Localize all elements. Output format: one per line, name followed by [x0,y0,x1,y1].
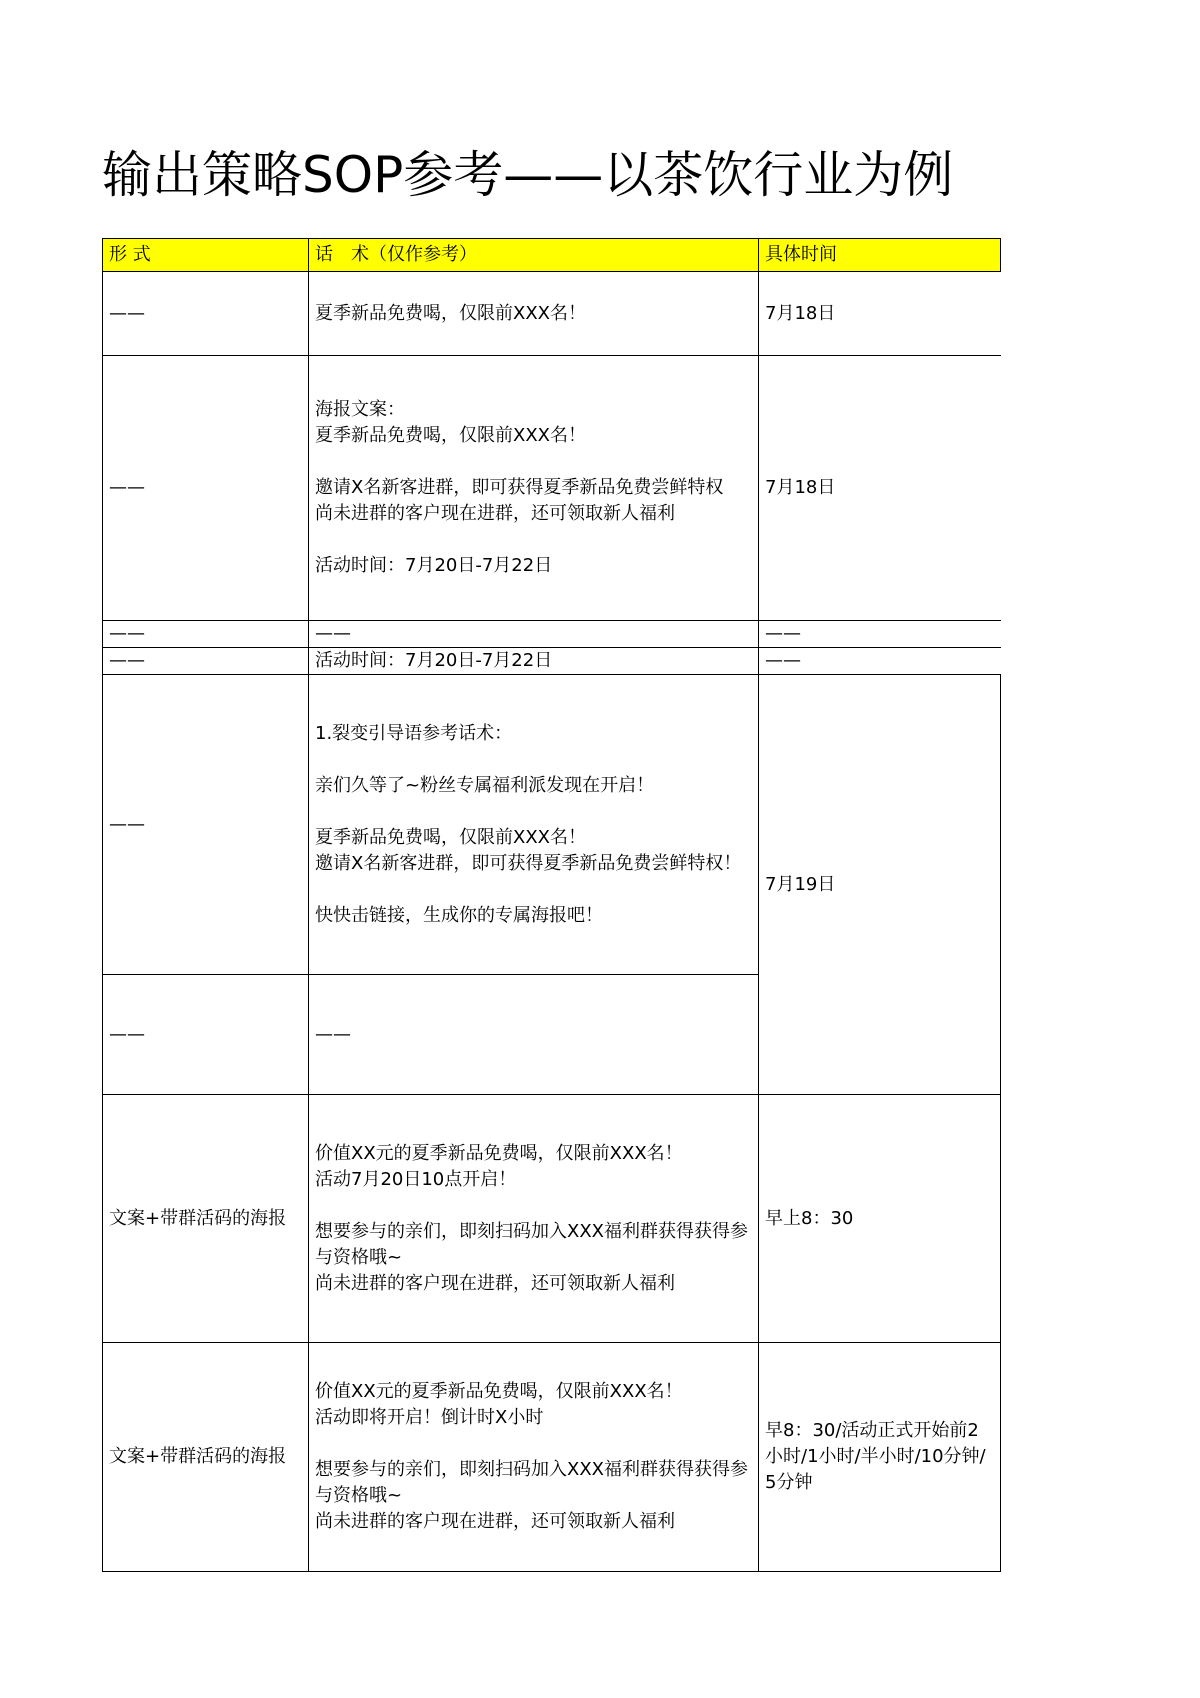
table-row [103,675,1001,975]
form-text: —— [109,813,145,835]
header-form: 形 式 [103,239,309,272]
table-row [103,1095,1001,1343]
table-row [103,1343,1001,1572]
script-cell [309,648,759,675]
script-text: —— [315,1023,351,1045]
time-cell [759,675,1001,1095]
script-text: 海报文案： 夏季新品免费喝，仅限前XXX名！ 邀请X名新客进群，即可获得夏季新品免费尝鲜特权 尚未进群的客户现在进群，还可领取新人福利 活动时间：7月20日-7月22日 [315,399,724,576]
time-cell [759,356,1001,621]
script-text: —— [315,623,351,644]
form-text: 文案+带群活码的海报 [109,1446,287,1467]
form-cell [103,648,309,675]
time-text: 7月18日 [765,477,836,498]
page-title: 输出策略SOP参考——以茶饮行业为例 [102,146,954,204]
script-cell [309,675,759,975]
script-cell [309,1343,759,1572]
script-text: 价值XX元的夏季新品免费喝，仅限前XXX名！ 活动7月20日10点开启！ 想要参与的亲们，即刻扫码加入XXX福利群获得获得参与资格哦~ 尚未进群的客户现在进群，还可领取新人福利 [315,1142,748,1294]
form-text: —— [109,302,145,324]
form-text: —— [109,1023,145,1045]
table-header-row [103,239,1001,272]
table-row [103,356,1001,621]
table-row [103,272,1001,356]
script-cell [309,1095,759,1343]
script-cell [309,975,759,1095]
form-cell [103,272,309,356]
header-time: 具体时间 [759,239,1001,272]
time-cell [759,272,1001,356]
script-cell [309,272,759,356]
time-text: 早8：30/活动正式开始前2小时/1小时/半小时/10分钟/5分钟 [765,1420,986,1493]
time-text: —— [765,623,801,644]
form-cell [103,356,309,621]
script-text: 夏季新品免费喝，仅限前XXX名！ [315,302,586,324]
time-text: 7月19日 [765,873,836,895]
form-text: 文案+带群活码的海报 [109,1207,287,1229]
time-text: 7月18日 [765,302,836,324]
script-text: 价值XX元的夏季新品免费喝，仅限前XXX名！ 活动即将开启！倒计时X小时 想要参与的亲们，即刻扫码加入XXX福利群获得获得参与资格哦~ 尚未进群的客户现在进群，还可领取新人福利 [315,1381,748,1532]
form-cell [103,621,309,648]
time-cell [759,1343,1001,1572]
form-text: —— [109,477,145,498]
script-cell [309,621,759,648]
form-cell [103,1095,309,1343]
script-cell [309,356,759,621]
script-text: 活动时间：7月20日-7月22日 [315,650,553,671]
table-row [103,621,1001,648]
time-cell [759,648,1001,675]
header-script: 话 术（仅作参考） [309,239,759,272]
form-text: —— [109,650,145,671]
time-cell [759,621,1001,648]
form-cell [103,1343,309,1572]
time-text: —— [765,650,801,671]
form-cell [103,975,309,1095]
sop-table [102,238,1001,1572]
form-text: —— [109,623,145,644]
time-text: 早上8：30 [765,1207,854,1229]
script-text: 1.裂变引导语参考话术： 亲们久等了~粉丝专属福利派发现在开启！ 夏季新品免费喝，仅限前XXX名！ 邀请X名新客进群，即可获得夏季新品免费尝鲜特权！ 快快击链接，生成你的专属海报吧！ [315,722,742,926]
form-cell [103,675,309,975]
table-row [103,648,1001,675]
time-cell [759,1095,1001,1343]
